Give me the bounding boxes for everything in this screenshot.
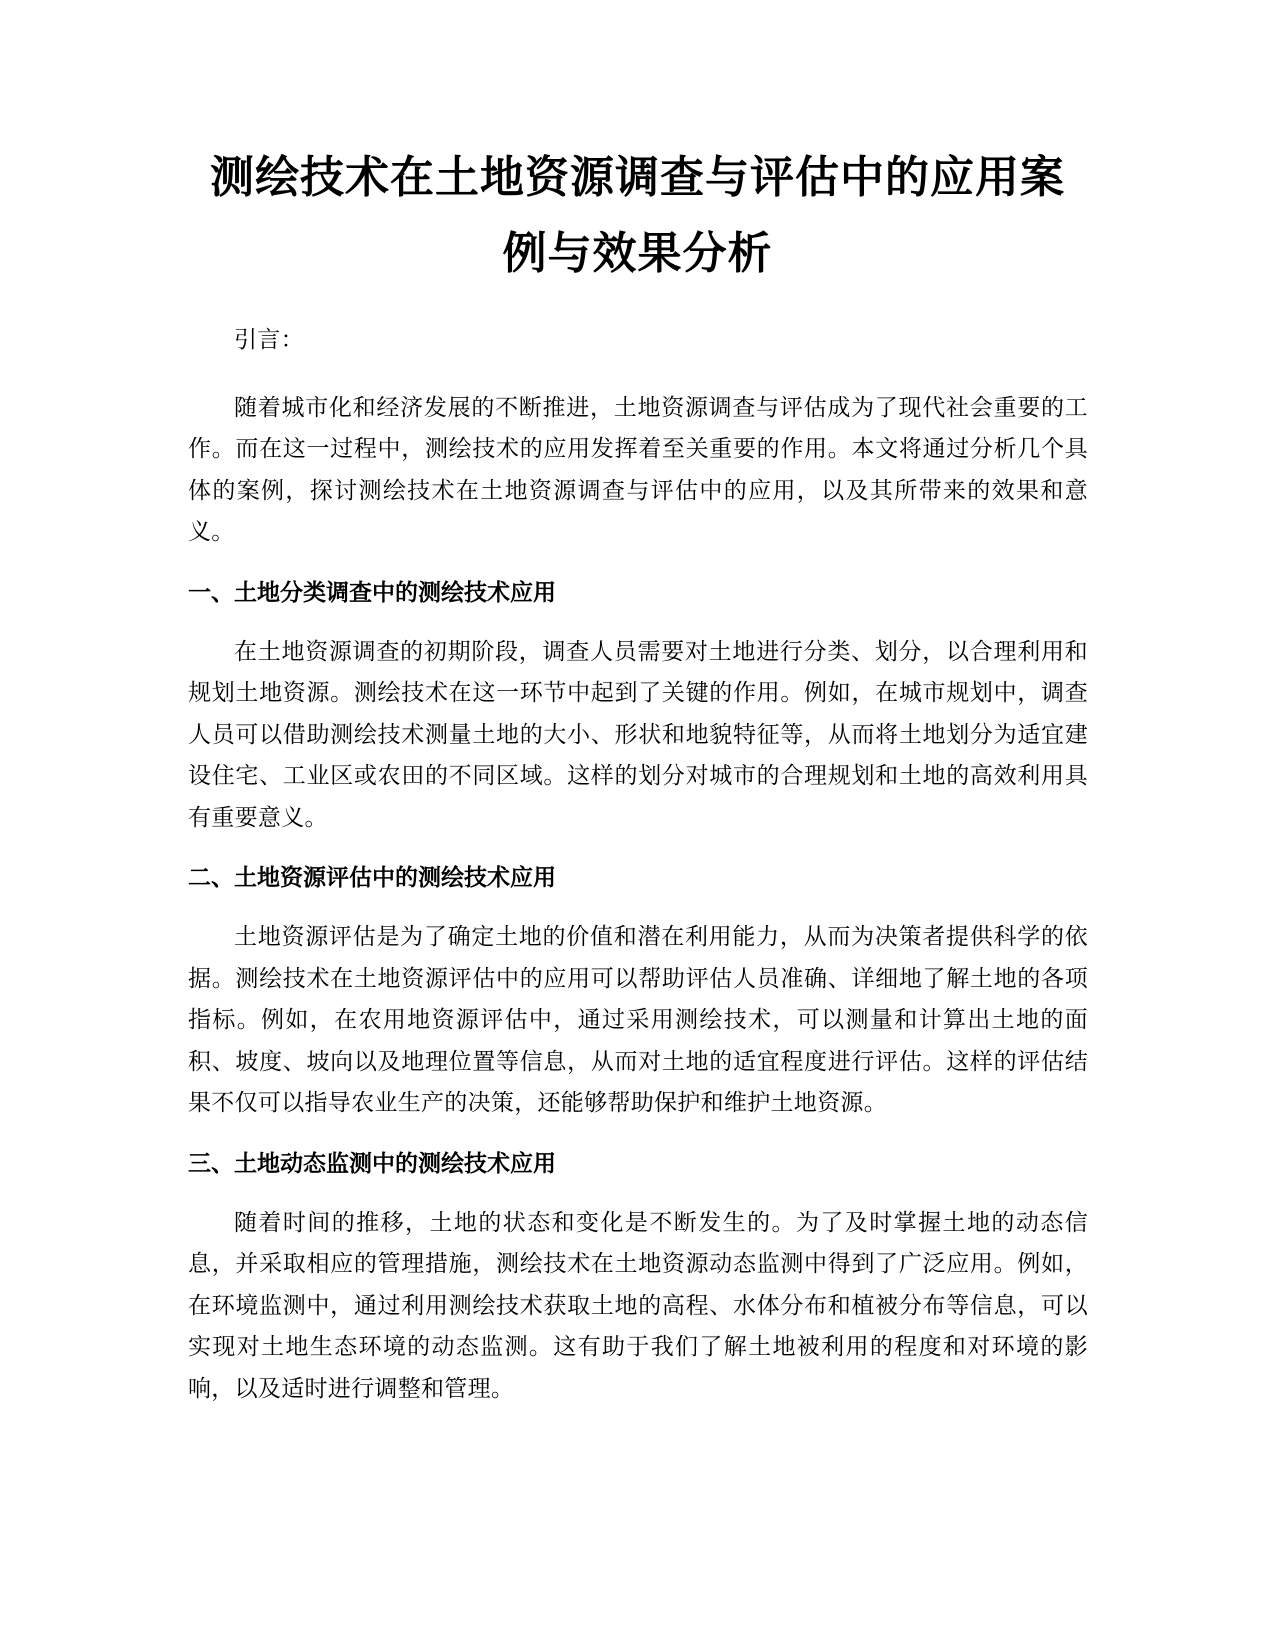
intro-label: 引言： bbox=[234, 327, 304, 353]
section-2-heading: 二、土地资源评估中的测绘技术应用 bbox=[188, 865, 556, 891]
intro-paragraph: 随着城市化和经济发展的不断推进，土地资源调查与评估成为了现代社会重要的工作。而在这一过程中，测绘技术的应用发挥着至关重要的作用。本文将通过分析几个具体的案例，探讨测绘技术在土地资源调查与评估中的应用，以及其所带来的效果和意义。 bbox=[188, 394, 1088, 545]
section-1-heading: 一、土地分类调查中的测绘技术应用 bbox=[188, 579, 556, 606]
document-title bbox=[150, 140, 1125, 292]
document-title-line-2: 例与效果分析 bbox=[502, 228, 773, 279]
section-3-body: 随着时间的推移，土地的状态和变化是不断发生的。为了及时掌握土地的动态信息，并采取相应的管理措施，测绘技术在土地资源动态监测中得到了广泛应用。例如，在环境监测中，通过利用测绘技术获取土地的高程、水体分布和植被分布等信息，可以实现对土地生态环境的动态监测。这有助于我们了解土地被利用的程度和对环境的影响，以及适时进行调整和管理。 bbox=[188, 1209, 1088, 1402]
section-1-body: 在土地资源调查的初期阶段，调查人员需要对土地进行分类、划分，以合理利用和规划土地资源。测绘技术在这一环节中起到了关键的作用。例如，在城市规划中，调查人员可以借助测绘技术测量土地的大小、形状和地貌特征等，从而将土地划分为适宜建设住宅、工业区或农田的不同区域。这样的划分对城市的合理规划和土地的高效利用具有重要意义。 bbox=[188, 638, 1088, 831]
document-title-line-1: 测绘技术在土地资源调查与评估中的应用案 bbox=[210, 152, 1065, 203]
section-3-heading: 三、土地动态监测中的测绘技术应用 bbox=[188, 1150, 556, 1177]
section-2-body: 土地资源评估是为了确定土地的价值和潜在利用能力，从而为决策者提供科学的依据。测绘技术在土地资源评估中的应用可以帮助评估人员准确、详细地了解土地的各项指标。例如，在农用地资源评估中，通过采用测绘技术，可以测量和计算出土地的面积、坡度、坡向以及地理位置等信息，从而对土地的适宜程度进行评估。这样的评估结果不仅可以指导农业生产的决策，还能够帮助保护和维护土地资源。 bbox=[188, 924, 1088, 1116]
document-body bbox=[188, 320, 1088, 1430]
